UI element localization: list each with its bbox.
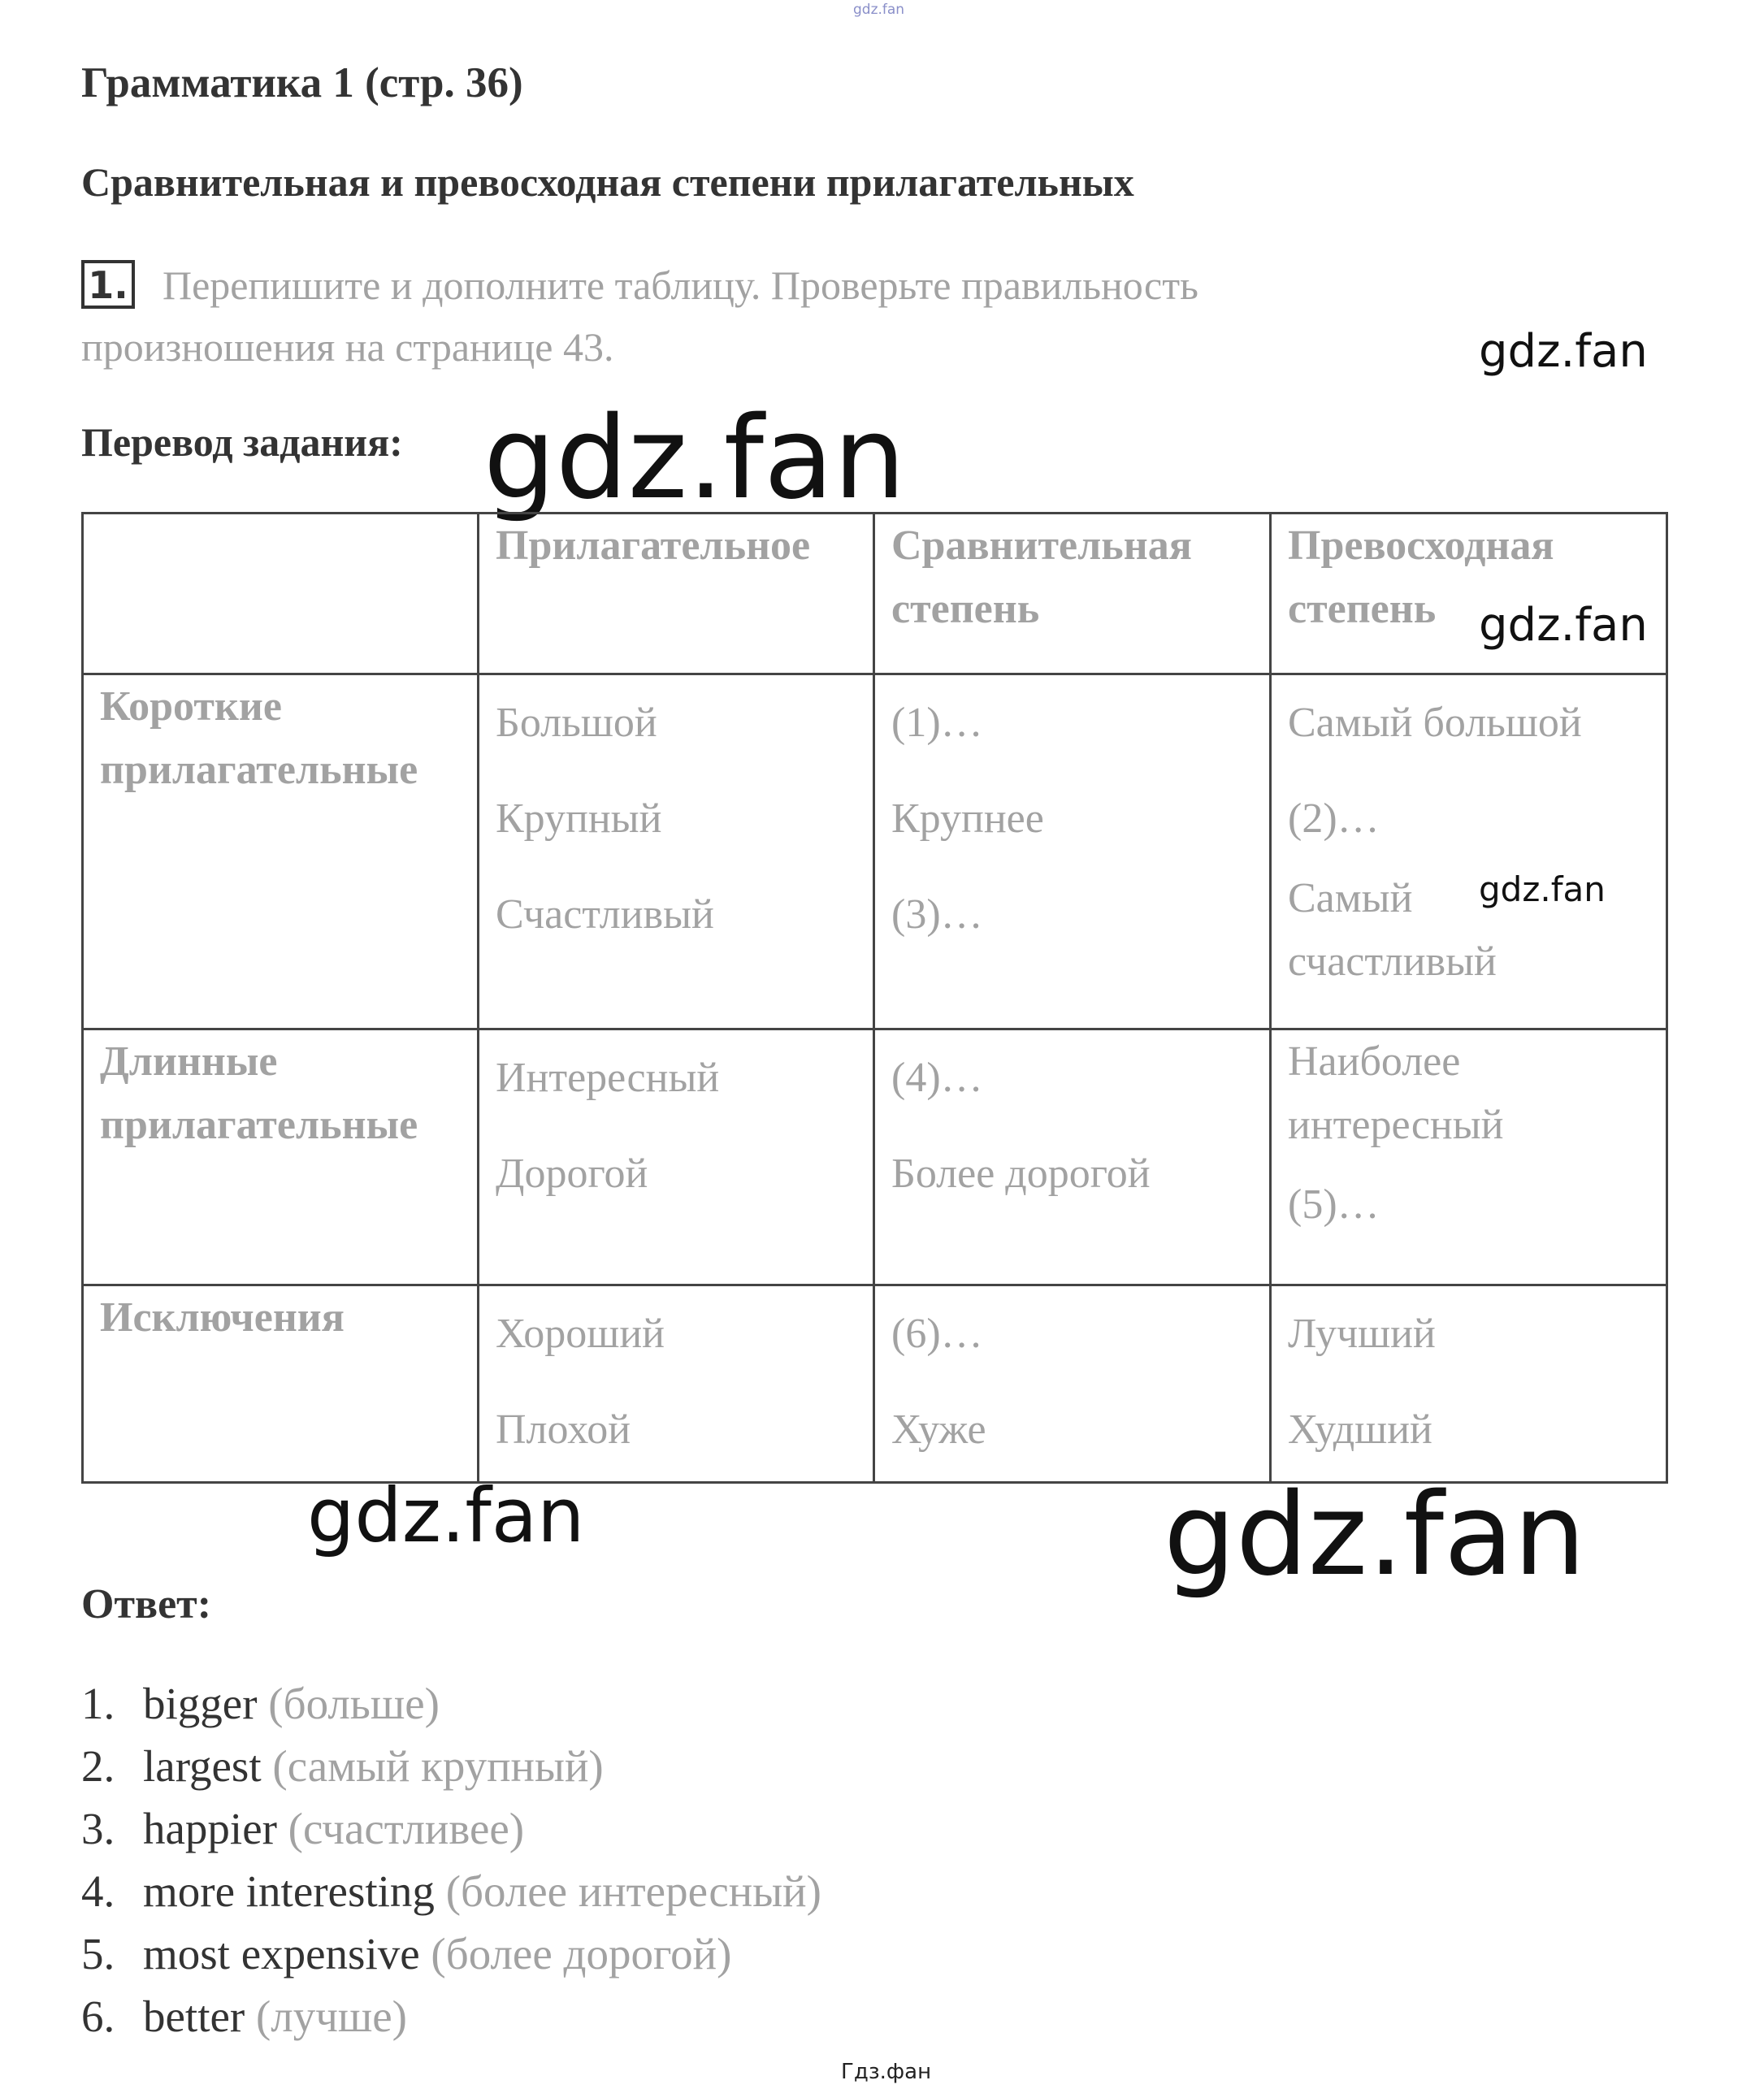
comparative: (3)… xyxy=(891,891,983,938)
comparative-cell xyxy=(874,1285,1271,1483)
table-row xyxy=(83,1285,1667,1483)
watermark: gdz.fan xyxy=(1164,1469,1586,1601)
answer-russian: (самый крупный) xyxy=(272,1741,604,1791)
header-cell-adjective xyxy=(479,514,874,674)
table-row xyxy=(83,1029,1667,1285)
row-label: прилагательные xyxy=(100,747,418,793)
comparative: Более дорогой xyxy=(891,1151,1151,1197)
adjective-table xyxy=(81,512,1668,1484)
comparative: Крупнее xyxy=(891,795,1044,842)
answer-english: better xyxy=(143,1991,245,2041)
answer-item xyxy=(81,1735,821,1797)
row-label-cell xyxy=(83,1029,479,1285)
comparative: (1)… xyxy=(891,700,983,746)
adjective: Хороший xyxy=(496,1311,665,1357)
header-text: Сравнительная xyxy=(891,522,1192,569)
row-label: Исключения xyxy=(100,1294,345,1341)
comparative: (6)… xyxy=(891,1311,983,1357)
superlative: Самый xyxy=(1288,875,1413,921)
page-title: Грамматика 1 (стр. 36) xyxy=(81,59,523,106)
row-label: Короткие xyxy=(100,683,282,730)
answer-english: largest xyxy=(143,1741,262,1791)
row-label: Длинные xyxy=(100,1038,278,1085)
superlative: Наиболее xyxy=(1288,1038,1461,1085)
superlative: (2)… xyxy=(1288,795,1380,842)
adjective: Счастливый xyxy=(496,891,714,938)
task-text-line-2: произношения на странице 43. xyxy=(81,324,614,370)
adjective: Интересный xyxy=(496,1055,720,1101)
adjective-cell xyxy=(479,674,874,1029)
top-watermark: gdz.fan xyxy=(853,2,905,18)
adjective-cell xyxy=(479,1285,874,1483)
task-text-line-1: Перепишите и дополните таблицу. Проверьте правильность xyxy=(163,262,1198,308)
answer-list xyxy=(81,1672,821,2048)
answer-number: 6. xyxy=(81,1991,115,2041)
answer-russian: (более интересный) xyxy=(445,1866,821,1916)
answer-russian: (счастливее) xyxy=(288,1804,525,1853)
superlative-cell xyxy=(1271,1285,1667,1483)
answer-number: 5. xyxy=(81,1929,115,1978)
comparative: (4)… xyxy=(891,1055,983,1101)
superlative: Лучший xyxy=(1288,1311,1436,1357)
answer-number: 1. xyxy=(81,1679,115,1728)
adjective: Крупный xyxy=(496,795,662,842)
watermark: gdz.fan xyxy=(1479,869,1606,909)
comparative-cell xyxy=(874,1029,1271,1285)
answer-english: happier xyxy=(143,1804,277,1853)
answer-label: Ответ: xyxy=(81,1581,212,1627)
page-subtitle: Сравнительная и превосходная степени прилагательных xyxy=(81,159,1134,205)
row-label-cell xyxy=(83,1285,479,1483)
adjective: Плохой xyxy=(496,1406,631,1453)
superlative-cell xyxy=(1271,674,1667,1029)
superlative: Самый большой xyxy=(1288,700,1582,746)
adjective-cell xyxy=(479,1029,874,1285)
answer-english: bigger xyxy=(143,1679,258,1728)
answer-russian: (лучше) xyxy=(255,1991,407,2041)
bottom-watermark: Гдз.фан xyxy=(841,2060,932,2084)
watermark: gdz.fan xyxy=(1479,325,1648,378)
superlative: (5)… xyxy=(1288,1181,1380,1228)
header-text: Прилагательное xyxy=(496,522,811,569)
answer-item xyxy=(81,1797,821,1860)
answer-item xyxy=(81,1985,821,2048)
watermark: gdz.fan xyxy=(307,1472,585,1559)
watermark: gdz.fan xyxy=(1479,599,1648,652)
superlative: Худший xyxy=(1288,1406,1432,1453)
watermark: gdz.fan xyxy=(483,392,906,525)
superlative: интересный xyxy=(1288,1102,1504,1148)
superlative: счастливый xyxy=(1288,938,1497,985)
row-label-cell xyxy=(83,674,479,1029)
table-header-row xyxy=(83,514,1667,674)
answer-russian: (больше) xyxy=(268,1679,440,1728)
superlative-cell xyxy=(1271,1029,1667,1285)
row-label: прилагательные xyxy=(100,1102,418,1148)
comparative-cell xyxy=(874,674,1271,1029)
header-cell-comparative xyxy=(874,514,1271,674)
header-text: степень xyxy=(1288,586,1437,632)
answer-english: most expensive xyxy=(143,1929,420,1978)
header-cell-empty xyxy=(83,514,479,674)
answer-item xyxy=(81,1860,821,1922)
table-row xyxy=(83,674,1667,1029)
answer-number: 3. xyxy=(81,1804,115,1853)
answer-russian: (более дорогой) xyxy=(431,1929,732,1978)
translation-label: Перевод задания: xyxy=(81,419,403,465)
answer-number: 2. xyxy=(81,1741,115,1791)
answer-number: 4. xyxy=(81,1866,115,1916)
comparative: Хуже xyxy=(891,1406,986,1453)
header-text: степень xyxy=(891,586,1040,632)
task-number-box: 1. xyxy=(81,260,135,309)
answer-item xyxy=(81,1922,821,1985)
adjective: Дорогой xyxy=(496,1151,648,1197)
adjective: Большой xyxy=(496,700,657,746)
header-text: Превосходная xyxy=(1288,522,1554,569)
answer-item xyxy=(81,1672,821,1735)
answer-english: more interesting xyxy=(143,1866,435,1916)
